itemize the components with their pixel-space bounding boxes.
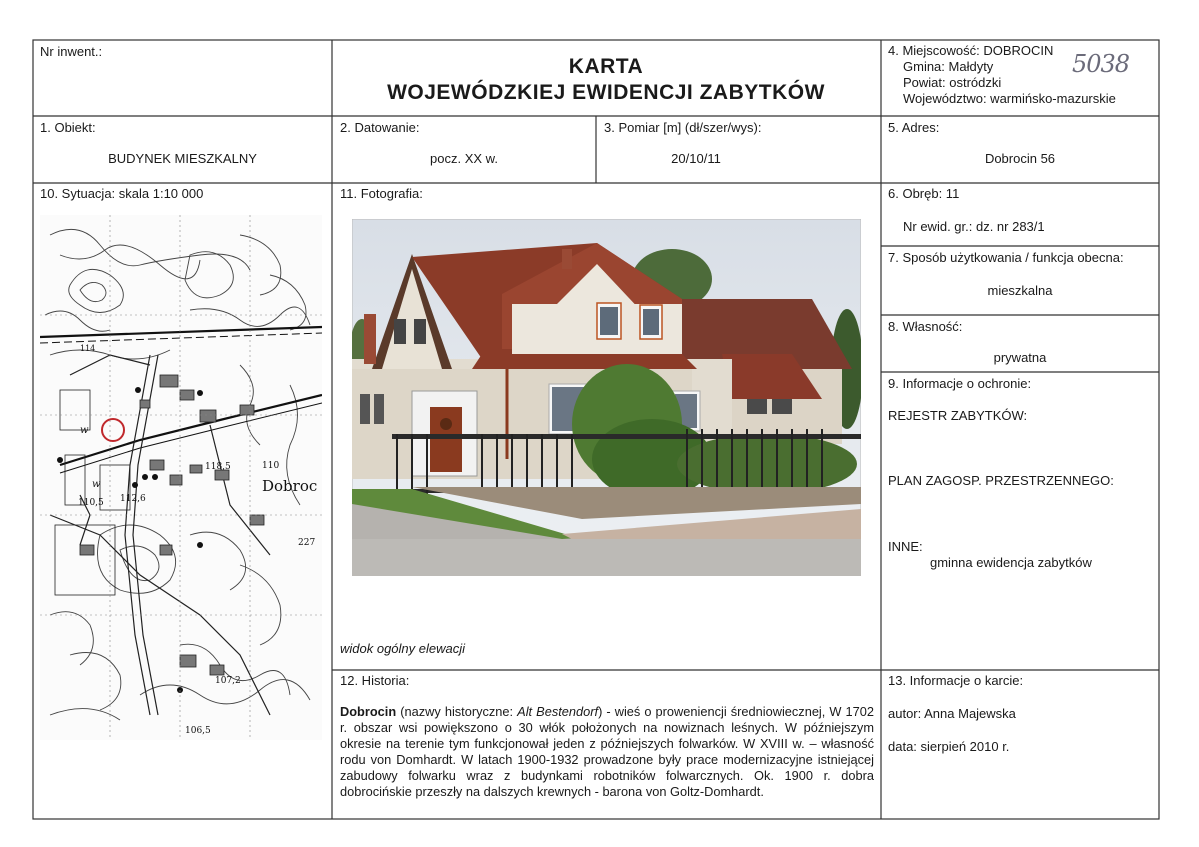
- history-part2: ) - wieś o proweniencji średniowiecznej, W 1702 r. obszar wsi powiększono o 30 włók położonych na nowiznach leśnych. W późniejszym okresie na terenie tym funkcjonował jeden z późniejszych folwarków. W XVIII w. – własność rodu von Domhardt. W latach 1900-1932 prowadzone były prace modernizacyjne istniejącej zabudowy folwarku wraz z budynkami robotników folwarcznych. Ok. 1900 r. dobra dobrocińskie przeszły na dalszych krewnych - barona von Goltz-Domhardt.: [340, 704, 874, 799]
- map-label-elev7: 107,2: [215, 676, 241, 686]
- measure-label: 3. Pomiar [m] (dł/szer/wys):: [604, 120, 762, 135]
- address-label: 5. Adres:: [888, 120, 940, 135]
- situation-map: [40, 215, 322, 740]
- map-label-elev4: 118,5: [205, 462, 231, 472]
- card-title-line1: KARTA: [568, 55, 644, 78]
- history-historic-name: Alt Bestendorf: [517, 704, 599, 719]
- voivodeship-label: Województwo: warmińsko-mazurskie: [903, 91, 1116, 106]
- protection-label: 9. Informacje o ochronie:: [888, 376, 1032, 391]
- parcel-label: Nr ewid. gr.: dz. nr 283/1: [903, 219, 1045, 234]
- register-label: REJESTR ZABYTKÓW:: [888, 408, 1028, 423]
- other-value: gminna ewidencja zabytków: [930, 555, 1092, 570]
- card-title-line2: WOJEWÓDZKIEJ EWIDENCJI ZABYTKÓW: [387, 81, 825, 104]
- district-label: Powiat: ostródzki: [903, 75, 1002, 90]
- dating-label: 2. Datowanie:: [340, 120, 420, 135]
- map-label-elev5: 110: [262, 461, 280, 471]
- map-label-w2: w: [92, 479, 101, 490]
- card-author: autor: Anna Majewska: [888, 706, 1016, 721]
- situation-label: 10. Sytuacja: skala 1:10 000: [40, 186, 204, 201]
- history-part1: (nazwy historyczne:: [396, 704, 518, 719]
- photo-caption: widok ogólny elewacji: [340, 641, 466, 656]
- map-label-elev3: 114: [80, 344, 96, 353]
- object-value: BUDYNEK MIESZKALNY: [108, 151, 257, 166]
- ownership-label: 8. Własność:: [888, 319, 963, 334]
- photo-label: 11. Fotografia:: [340, 186, 423, 201]
- map-label-dobrocin: Dobroc: [262, 477, 318, 495]
- map-label-elev6: 227: [298, 538, 316, 548]
- commune-label: Gmina: Małdyty: [903, 59, 994, 74]
- plan-label: PLAN ZAGOSP. PRZESTRZENNEGO:: [888, 473, 1114, 488]
- inventory-number-label: Nr inwent.:: [40, 44, 103, 59]
- map-label-w1: w: [80, 425, 89, 436]
- usage-value: mieszkalna: [987, 283, 1053, 298]
- location-label: 4. Miejscowość: DOBROCIN: [888, 43, 1054, 58]
- history-town: Dobrocin: [340, 704, 397, 719]
- address-value: Dobrocin 56: [984, 151, 1056, 166]
- building-photo: [352, 219, 861, 576]
- ownership-value: prywatna: [993, 350, 1047, 365]
- card-date: data: sierpień 2010 r.: [888, 739, 1010, 754]
- map-label-elev2: 112,6: [120, 494, 146, 504]
- dating-value: pocz. XX w.: [430, 151, 498, 166]
- handwritten-number: 5038: [1072, 50, 1130, 78]
- precinct-label: 6. Obręb: 11: [888, 186, 960, 201]
- history-label: 12. Historia:: [340, 673, 410, 688]
- usage-label: 7. Sposób użytkowania / funkcja obecna:: [888, 250, 1124, 265]
- object-label: 1. Obiekt:: [40, 120, 96, 135]
- measure-value: 20/10/11: [671, 151, 721, 166]
- map-label-elev1: 110,5: [78, 498, 104, 508]
- card-info-label: 13. Informacje o karcie:: [888, 673, 1024, 688]
- history-text: [340, 704, 874, 800]
- map-label-elev8: 106,5: [185, 726, 211, 736]
- other-label: INNE:: [888, 539, 923, 554]
